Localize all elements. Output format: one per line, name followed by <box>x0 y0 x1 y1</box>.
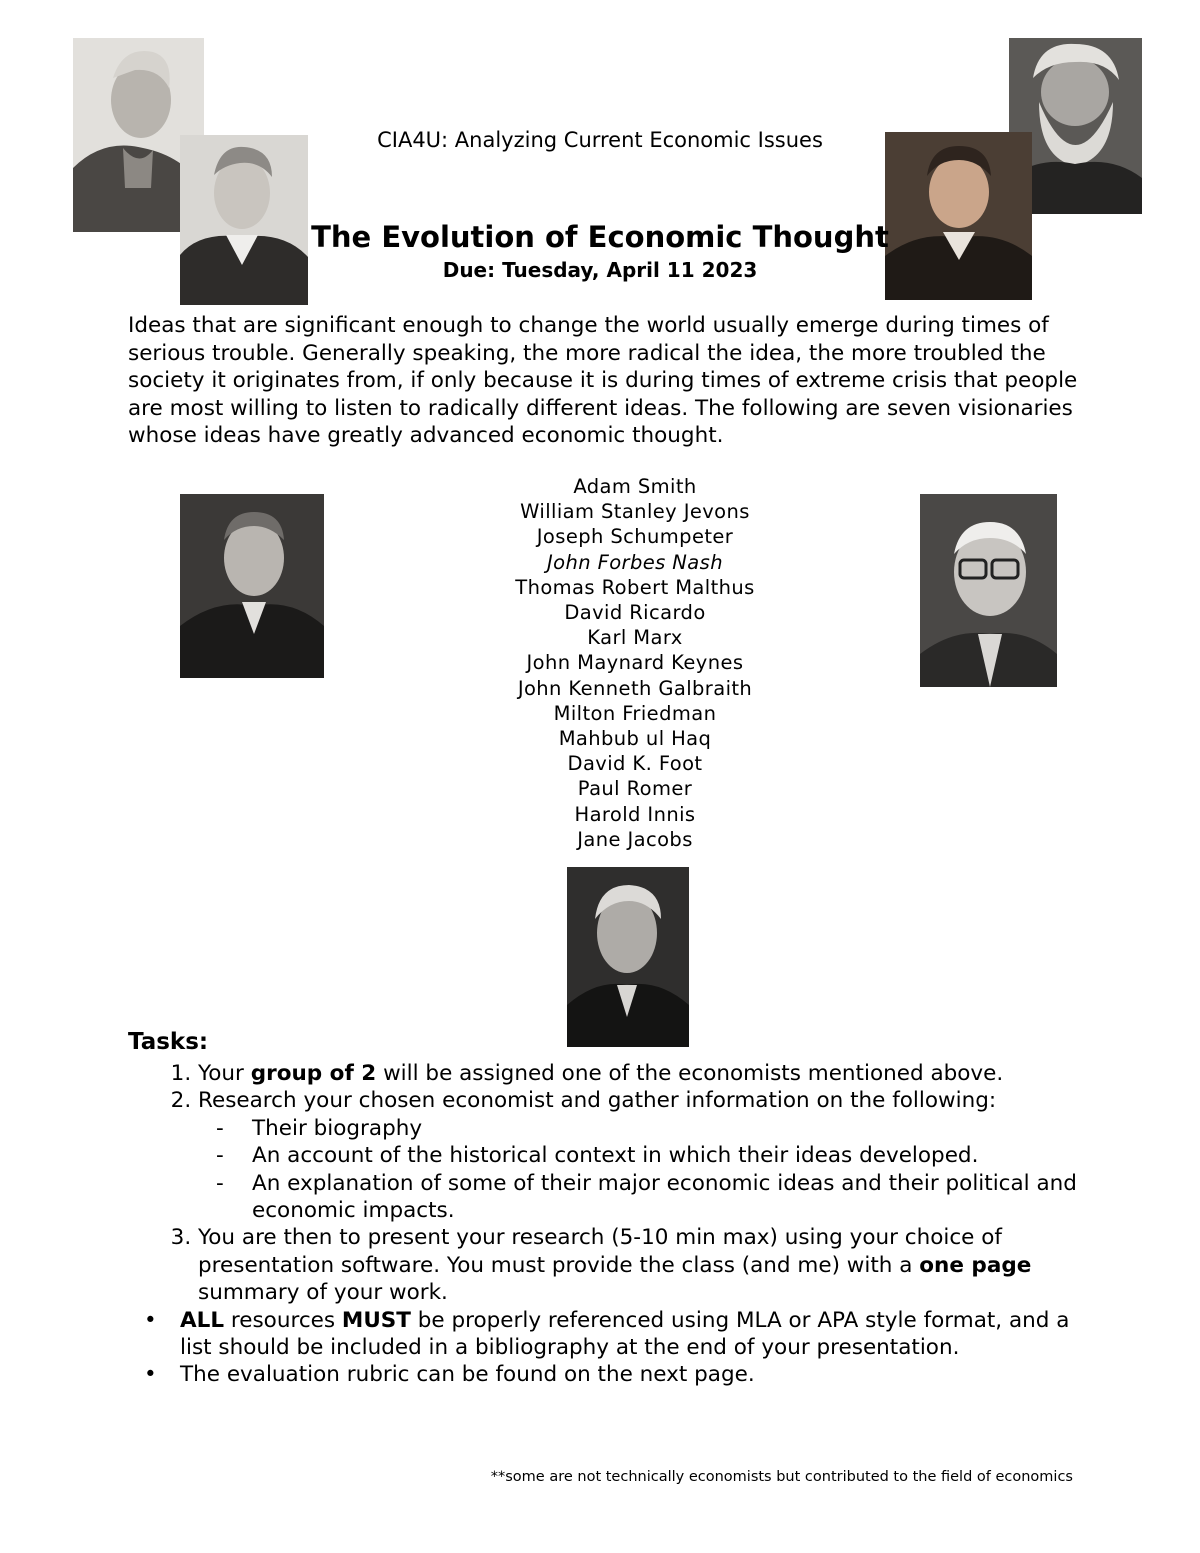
main-title: The Evolution of Economic Thought <box>311 220 889 254</box>
portrait-john-maynard-keynes <box>180 494 324 678</box>
notes-list <box>128 1307 1088 1389</box>
economist-name: John Kenneth Galbraith <box>517 676 753 700</box>
economist-name: Paul Romer <box>577 777 693 801</box>
portrait-john-kenneth-galbraith <box>567 867 689 1047</box>
economist-name: William Stanley Jevons <box>520 500 750 524</box>
task-item-3: 3. You are then to present your research (5-10 min max) using your choice of presentation software. You must provide the class (and me) with a one page summary of your work. <box>198 1224 1088 1306</box>
economist-name: Harold Innis <box>574 802 696 826</box>
tasks-section <box>128 1060 1088 1389</box>
portrait-milton-friedman <box>920 494 1057 687</box>
economist-name: Jane Jacobs <box>577 827 693 851</box>
task-item-2: 2. Research your chosen economist and gather information on the following: - Their biography - An account of the historical context in which their ideas developed. - An explanation of some of their major economic ideas and their political and economic impacts. <box>198 1087 1088 1224</box>
tasks-heading: Tasks: <box>128 1029 209 1055</box>
economist-name: David Ricardo <box>564 601 706 625</box>
course-title: CIA4U: Analyzing Current Economic Issues <box>377 128 823 152</box>
economist-name: Milton Friedman <box>553 701 717 725</box>
research-topic: - An account of the historical context in which their ideas developed. <box>252 1142 1088 1169</box>
task-list <box>128 1060 1088 1307</box>
economist-list <box>385 474 885 852</box>
economist-name: Adam Smith <box>573 475 697 498</box>
economist-name: John Forbes Nash <box>547 550 723 574</box>
note-rubric: • The evaluation rubric can be found on the next page. <box>180 1361 1088 1388</box>
note-references: • ALL resources MUST be properly referenced using MLA or APA style format, and a list should be included in a bibliography at the end of your presentation. <box>180 1307 1088 1362</box>
intro-paragraph: Ideas that are significant enough to change the world usually emerge during times of serious trouble. Generally speaking, the more radical the idea, the more troubled the society it originates from, if only because it is during times of extreme crisis that people are most willing to listen to radically different ideas. The following are seven visionaries whose ideas have greatly advanced economic thought. <box>128 313 1078 449</box>
task-item-1: 1. Your group of 2 will be assigned one of the economists mentioned above. <box>198 1060 1088 1087</box>
research-topics-list <box>198 1115 1088 1225</box>
economist-name: David K. Foot <box>567 752 703 776</box>
due-date: Due: Tuesday, April 11 2023 <box>442 258 758 282</box>
economist-name: Karl Marx <box>587 626 683 650</box>
research-topic: - Their biography <box>252 1115 1088 1142</box>
research-topic: - An explanation of some of their major economic ideas and their political and economic impacts. <box>252 1170 1088 1225</box>
economist-name: Mahbub ul Haq <box>558 727 712 751</box>
economist-name: Joseph Schumpeter <box>536 525 734 549</box>
portrait-david-ricardo <box>885 132 1032 300</box>
footnote: **some are not technically economists but contributed to the field of economics <box>490 1469 1073 1485</box>
economist-name: Thomas Robert Malthus <box>515 575 755 599</box>
economist-name: John Maynard Keynes <box>526 651 744 675</box>
